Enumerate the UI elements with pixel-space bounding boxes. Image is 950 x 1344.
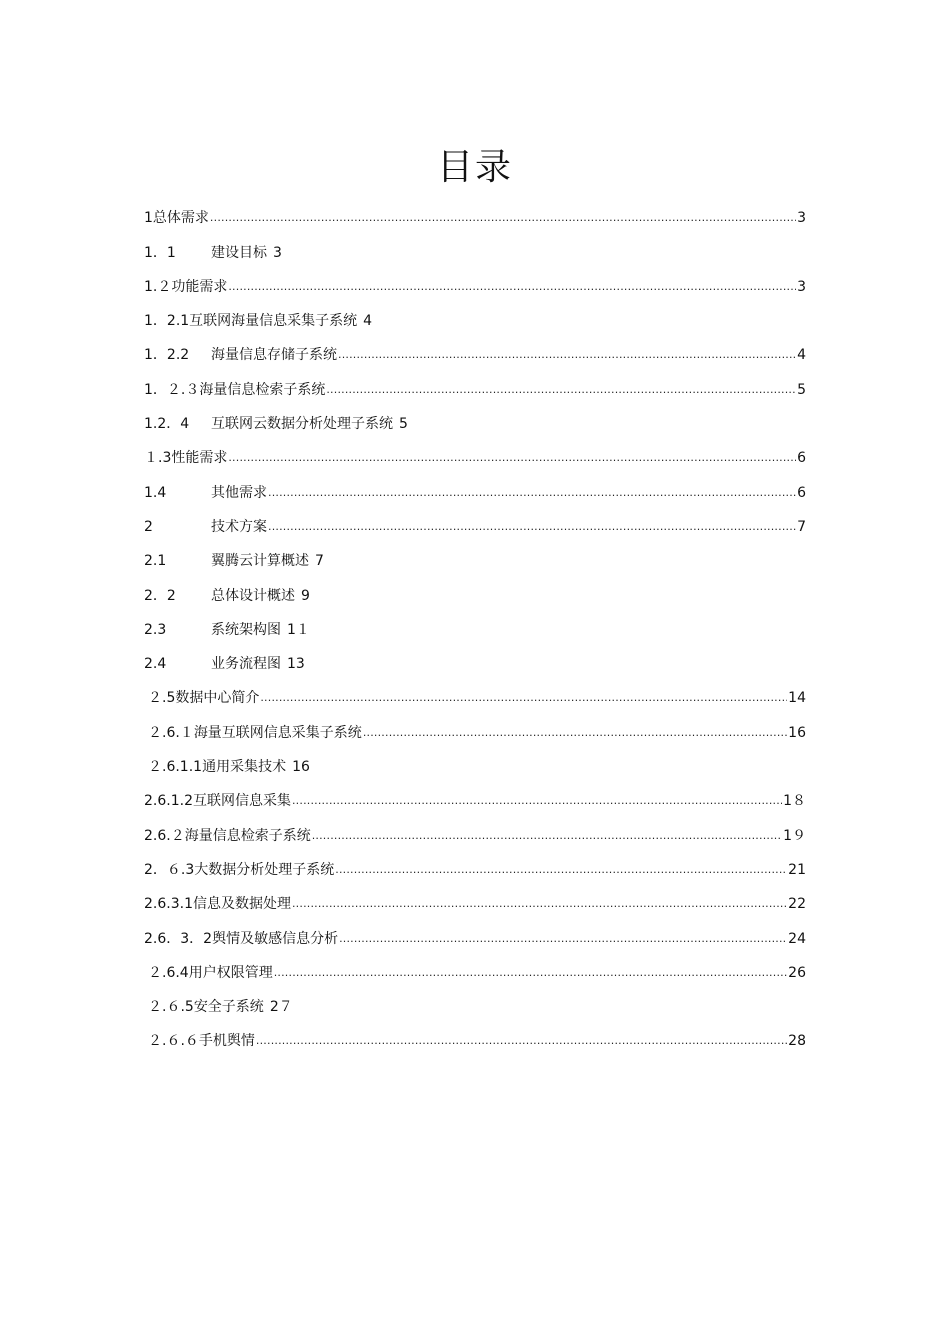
toc-entry[interactable] <box>144 193 806 227</box>
toc-entry-number: 1 <box>144 210 153 227</box>
toc-entry-title: 业务流程图 <box>211 656 281 673</box>
toc-dot-leader <box>274 964 787 982</box>
toc-entry-title: 数据中心简介 <box>175 690 260 707</box>
toc-entry-title: 互联网信息采集 <box>192 793 291 810</box>
toc-entry-title: 用户权限管理 <box>188 964 273 981</box>
toc-entry-page: 22 <box>788 896 806 913</box>
toc-entry[interactable] <box>144 570 806 604</box>
toc-entry[interactable] <box>144 948 806 982</box>
toc-entry[interactable] <box>144 742 806 776</box>
toc-entry-title: 翼腾云计算概述 <box>211 553 309 570</box>
toc-entry[interactable] <box>144 982 806 1016</box>
toc-entry-title: 手机舆情 <box>198 1033 255 1050</box>
toc-dot-leader <box>363 724 787 742</box>
toc-dot-leader <box>228 278 796 296</box>
toc-entry[interactable] <box>144 433 806 467</box>
toc-entry[interactable] <box>144 536 806 570</box>
toc-entry-number: 2.6．3．2 <box>144 930 213 947</box>
toc-entry-number: 2.6.２ <box>144 827 185 844</box>
toc-entry-page: 16 <box>292 759 310 776</box>
toc-dot-leader <box>268 518 796 536</box>
toc-entry-page: 6 <box>797 484 806 501</box>
toc-entry-page: 1１ <box>287 621 310 638</box>
toc-entry-page: 5 <box>399 416 408 433</box>
toc-entry[interactable] <box>144 673 806 707</box>
toc-entry-page: 6 <box>797 450 806 467</box>
toc-entry-number: ２.6.1.1 <box>148 759 203 776</box>
toc-entry-title: 系统架构图 <box>211 621 281 638</box>
toc-entry-number: 2.6.3.1 <box>144 896 193 913</box>
toc-entry[interactable] <box>144 605 806 639</box>
toc-entry-number: 1.2．4 <box>144 416 190 433</box>
page-title: 目录 <box>436 147 513 188</box>
toc-entry-title: 大数据分析处理子系统 <box>194 861 335 878</box>
toc-entry-page: 24 <box>788 930 806 947</box>
toc-entry-page: 4 <box>797 347 806 364</box>
toc-entry-title: 总体需求 <box>152 210 209 227</box>
toc-entry-number: 1．2.1 <box>144 313 190 330</box>
toc-dot-leader <box>228 449 796 467</box>
toc-entry-number: 2.3 <box>144 621 167 638</box>
toc-entry[interactable] <box>144 330 806 364</box>
toc-entry[interactable] <box>144 1016 806 1050</box>
toc-dot-leader <box>339 930 787 948</box>
toc-entry-number: 1.２ <box>144 278 172 295</box>
toc-entry-page: 7 <box>315 553 324 570</box>
toc-entry-page: 3 <box>797 278 806 295</box>
toc-entry-title: 海量信息存储子系统 <box>211 347 337 364</box>
toc-entry-page: 28 <box>788 1033 806 1050</box>
toc-dot-leader <box>338 346 796 364</box>
toc-entry-page: 14 <box>788 690 806 707</box>
toc-entry[interactable] <box>144 879 806 913</box>
toc-entry-page: 13 <box>287 656 305 673</box>
toc-entry-number: ２.６.5 <box>148 999 194 1016</box>
toc-dot-leader <box>210 209 796 227</box>
toc-entry-page: 3 <box>797 210 806 227</box>
toc-entry[interactable] <box>144 364 806 398</box>
toc-entry-number: ２.６.６ <box>148 1033 199 1050</box>
toc-entry[interactable] <box>144 467 806 501</box>
toc-entry[interactable] <box>144 707 806 741</box>
toc-entry-title: 建设目标 <box>211 244 267 261</box>
toc-entry-number: 2 <box>144 518 153 535</box>
toc-entry-title: 海量互联网信息采集子系统 <box>193 724 362 741</box>
toc-dot-leader <box>260 689 787 707</box>
toc-entry-number: 2．６.3 <box>144 861 195 878</box>
toc-entry-number: 2.6.1.2 <box>144 793 193 810</box>
toc-dot-leader <box>312 827 782 845</box>
toc-entry-page: 1９ <box>783 827 806 844</box>
toc-entry-number: 2．2 <box>144 587 176 604</box>
toc-entry-title: 功能需求 <box>171 278 228 295</box>
toc-entry-number: 2.1 <box>144 553 167 570</box>
toc-entry-page: 4 <box>363 313 373 330</box>
toc-entry-page: 16 <box>788 724 806 741</box>
toc-entry-number: 1．２.３ <box>144 381 200 398</box>
toc-dot-leader <box>292 895 787 913</box>
toc-entry-number: ２.6.4 <box>148 964 189 981</box>
toc-entry[interactable] <box>144 810 806 844</box>
toc-entry-number: １.3 <box>144 450 172 467</box>
toc-entry-page: 2７ <box>269 999 293 1016</box>
toc-entry-page: 21 <box>788 861 806 878</box>
toc-entry[interactable] <box>144 845 806 879</box>
table-of-contents <box>144 193 806 1050</box>
toc-entry-title: 海量信息检索子系统 <box>184 827 311 844</box>
toc-entry-title: 信息及数据处理 <box>192 896 291 913</box>
toc-entry[interactable] <box>144 399 806 433</box>
toc-entry-page: 9 <box>301 587 310 604</box>
toc-entry[interactable] <box>144 227 806 261</box>
toc-dot-leader <box>268 484 796 502</box>
toc-entry-title: 通用采集技术 <box>202 759 287 776</box>
toc-entry-page: 7 <box>797 518 806 535</box>
toc-entry-title: 安全子系统 <box>193 999 264 1016</box>
toc-dot-leader <box>326 381 796 399</box>
toc-entry[interactable] <box>144 776 806 810</box>
toc-entry[interactable] <box>144 296 806 330</box>
toc-entry[interactable] <box>144 639 806 673</box>
toc-entry-page: 26 <box>788 964 806 981</box>
toc-entry[interactable] <box>144 502 806 536</box>
toc-entry-title: 海量信息检索子系统 <box>199 381 326 398</box>
toc-entry-title: 舆情及敏感信息分析 <box>212 930 339 947</box>
toc-entry-title: 总体设计概述 <box>211 587 295 604</box>
toc-entry-number: 1.4 <box>144 484 167 501</box>
toc-entry-title: 技术方案 <box>211 518 267 535</box>
toc-entry-title: 性能需求 <box>171 450 228 467</box>
toc-entry-title: 其他需求 <box>211 484 267 501</box>
toc-entry-number: 2.4 <box>144 656 167 673</box>
toc-entry[interactable] <box>144 913 806 947</box>
toc-entry-number: 1．1 <box>144 244 176 261</box>
toc-dot-leader <box>256 1032 787 1050</box>
toc-dot-leader <box>335 861 787 879</box>
toc-dot-leader <box>292 792 782 810</box>
toc-entry-page: 3 <box>273 244 282 261</box>
toc-entry-number: ２.5 <box>148 690 176 707</box>
toc-entry[interactable] <box>144 262 806 296</box>
toc-entry-page: 1８ <box>783 793 806 810</box>
toc-entry-number: 1．2.2 <box>144 347 190 364</box>
toc-entry-title: 互联网云数据分析处理子系统 <box>211 416 393 433</box>
toc-entry-number: ２.6.１ <box>148 724 194 741</box>
toc-entry-title: 互联网海量信息采集子系统 <box>189 313 358 330</box>
toc-entry-page: 5 <box>797 381 806 398</box>
